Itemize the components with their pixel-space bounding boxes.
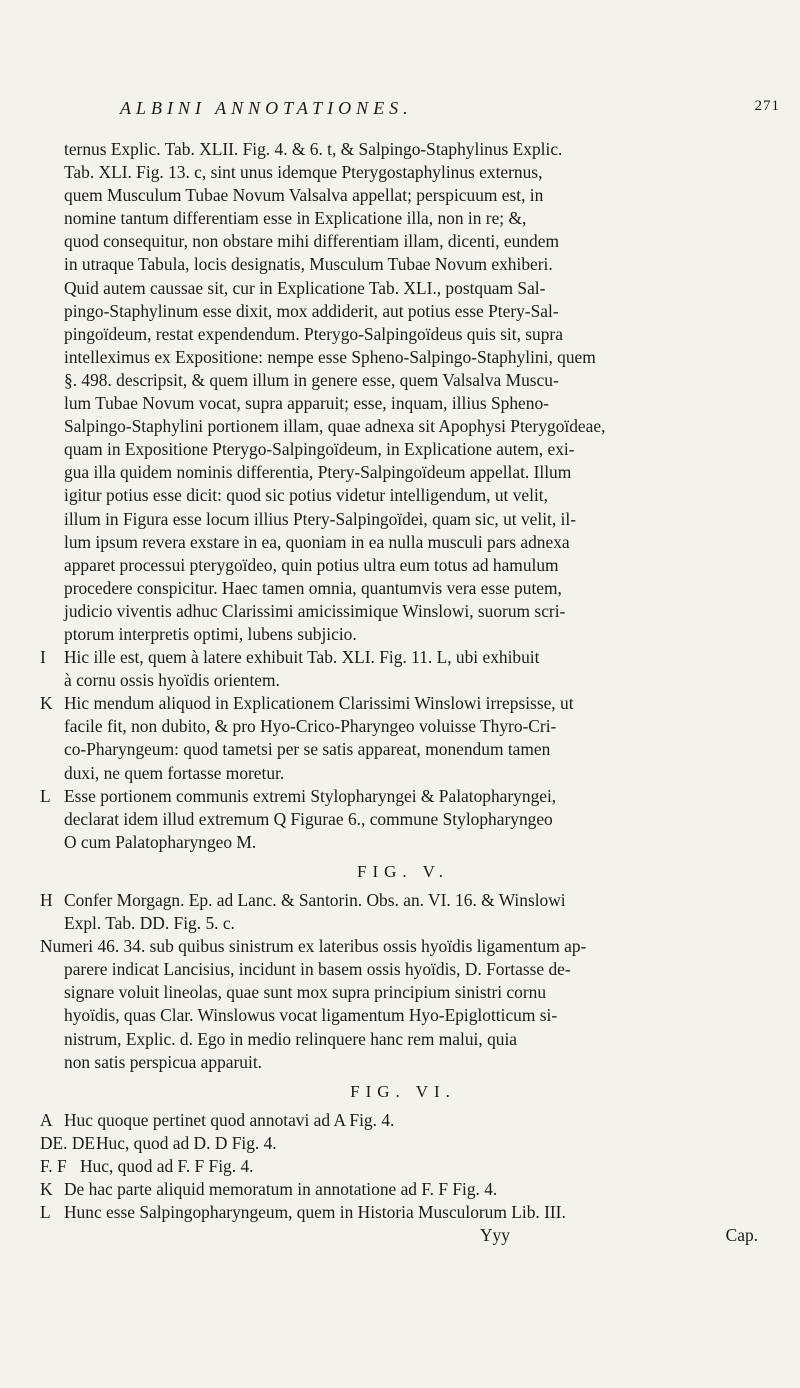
text-line: Salpingo-Staphylini portionem illam, quae adnexa sit Apophysi Pterygoïdeae, (64, 416, 606, 437)
annotation-text: Huc, quod ad D. D Fig. 4. (96, 1132, 277, 1153)
text-line: quod consequitur, non obstare mihi differentiam illam, dicenti, eundem (64, 231, 559, 252)
annotation-text: co-Pharyngeum: quod tametsi per se satis appareat, monendum tamen (64, 739, 551, 760)
annotation-text: parere indicat Lancisius, incidunt in basem ossis hyoïdis, D. Fortasse de- (64, 959, 571, 980)
text-line: pingo-Staphylinum esse dixit, mox addiderit, aut potius esse Ptery-Sal- (64, 300, 559, 321)
annotation-text: facile fit, non dubito, & pro Hyo-Crico-Pharyngeo voluisse Thyro-Cri- (64, 716, 557, 737)
annotation-entry (40, 1132, 766, 1155)
annotation-text: Expl. Tab. DD. Fig. 5. c. (64, 913, 235, 934)
text-line: Tab. XLI. Fig. 13. c, sint unus idemque Pterygostaphylinus externus, (64, 162, 543, 183)
annotation-list-fig6 (40, 1109, 766, 1224)
annotation-key: F. F (40, 1156, 67, 1177)
text-line (40, 1028, 766, 1051)
text-line (40, 1051, 766, 1074)
annotation-text: Hic ille est, quem à latere exhibuit Tab. XLI. Fig. 11. L, ubi exhibuit (64, 647, 540, 668)
annotation-key: A (40, 1109, 53, 1130)
annotation-entry (40, 692, 766, 784)
annotation-entry (40, 935, 766, 1074)
annotation-text: signare voluit lineolas, quae sunt mox supra principium sinistri cornu (64, 982, 547, 1003)
annotation-key: K (40, 693, 53, 714)
text-line (40, 646, 766, 669)
page-number: 271 (754, 98, 780, 114)
annotation-key: L (40, 785, 51, 806)
annotation-key: L (40, 1202, 51, 1223)
annotation-text: à cornu ossis hyoïdis orientem. (64, 670, 280, 691)
annotation-entry (40, 1109, 766, 1132)
text-line: lum Tubae Novum vocat, supra apparuit; esse, inquam, illius Spheno- (64, 393, 549, 414)
annotation-text: Huc quoque pertinet quod annotavi ad A Fig. 4. (64, 1109, 395, 1130)
annotation-text: Huc, quod ad F. F Fig. 4. (80, 1156, 254, 1177)
annotation-text: Confer Morgagn. Ep. ad Lanc. & Santorin. Obs. an. VI. 16. & Winslowi (64, 890, 566, 910)
text-line: intelleximus ex Expositione: nempe esse Spheno-Salpingo-Staphylini, quem (64, 346, 596, 367)
annotation-text: Numeri 46. 34. sub quibus sinistrum ex lateribus ossis hyoïdis ligamentum ap- (40, 936, 587, 957)
signature-mark: Yyy (480, 1225, 510, 1246)
annotation-list-fig5 (40, 889, 766, 1074)
annotation-text: Hunc esse Salpingopharyngeum, quem in Historia Musculorum Lib. III. (64, 1202, 566, 1223)
text-line: lum ipsum revera exstare in ea, quoniam in ea nulla musculi pars adnexa (64, 531, 570, 552)
annotation-entry (40, 785, 766, 854)
catchword: Cap. (725, 1225, 758, 1246)
text-line: pingoïdeum, restat expendendum. Pterygo-Salpingoïdeus quis sit, supra (64, 323, 563, 344)
running-title: ALBINI ANNOTATIONES. (120, 98, 413, 118)
text-line (40, 808, 766, 831)
running-header (120, 98, 780, 124)
text-line (40, 958, 766, 981)
annotation-key: K (40, 1179, 53, 1200)
annotation-text: De hac parte aliquid memoratum in annotatione ad F. F Fig. 4. (64, 1179, 498, 1200)
annotation-entry (40, 1201, 766, 1224)
text-line (40, 831, 766, 854)
text-line (40, 738, 766, 761)
page-footer (40, 1224, 766, 1247)
annotation-text: non satis perspicua apparuit. (64, 1051, 263, 1072)
text-line (40, 1155, 766, 1178)
page-body (40, 138, 766, 1247)
text-line: in utraque Tabula, locis designatis, Musculum Tubae Novum exhiberi. (64, 254, 553, 275)
text-line: judicio viventis adhuc Clarissimi amicissimique Winslowi, suorum scri- (64, 600, 566, 621)
text-line (40, 715, 766, 738)
text-line (40, 1109, 766, 1132)
text-line (40, 1132, 766, 1155)
text-line (40, 981, 766, 1004)
text-line (40, 889, 766, 912)
annotation-key: I (40, 647, 46, 668)
text-line (40, 692, 766, 715)
text-line: quam in Expositione Pterygo-Salpingoïdeum, in Explicatione autem, exi- (64, 439, 575, 460)
text-line: §. 498. descripsit, & quem illum in genere esse, quem Valsalva Muscu- (64, 369, 559, 390)
text-line: nomine tantum differentiam esse in Explicatione illa, non in re; &, (64, 208, 527, 229)
text-line (40, 1004, 766, 1027)
annotation-list-fig4 (40, 646, 766, 854)
text-line (40, 1178, 766, 1201)
text-line: gua illa quidem nominis differentia, Ptery-Salpingoïdeum appellat. Illum (64, 462, 572, 483)
annotation-entry (40, 889, 766, 935)
text-line (40, 669, 766, 692)
text-line: ternus Explic. Tab. XLII. Fig. 4. & 6. t, & Salpingo-Staphylinus Explic. (64, 139, 563, 159)
text-line (40, 785, 766, 808)
annotation-key: H (40, 890, 53, 910)
annotation-text: Esse portionem communis extremi Stylopharyngei & Palatopharyngei, (64, 785, 557, 806)
annotation-text: declarat idem illud extremum Q Figurae 6., commune Stylopharyngeo (64, 808, 553, 829)
annotation-entry (40, 1178, 766, 1201)
annotation-text: Hic mendum aliquod in Explicationem Clarissimi Winslowi irrepsisse, ut (64, 693, 574, 714)
text-line: illum in Figura esse locum illius Ptery-Salpingoïdei, quam sic, ut velit, il- (64, 508, 577, 529)
text-line: apparet processui pterygoïdeo, quin potius ultra eum totus ad hamulum (64, 554, 559, 575)
annotation-entry (40, 1155, 766, 1178)
text-line: quem Musculum Tubae Novum Valsalva appellat; perspicuum est, in (64, 185, 544, 206)
text-line (40, 1201, 766, 1224)
text-line: ptorum interpretis optimi, lubens subjicio. (64, 623, 357, 644)
annotation-text: duxi, ne quem fortasse moretur. (64, 762, 285, 783)
text-line: procedere conspicitur. Haec tamen omnia, quantumvis vera esse putem, (64, 577, 562, 598)
continued-paragraph (40, 138, 766, 646)
figure-heading-v: FIG. V. (357, 861, 449, 881)
text-line (40, 935, 766, 958)
annotation-text: O cum Palatopharyngeo M. (64, 831, 257, 852)
text-line: igitur potius esse dicit: quod sic potius videtur intelligendum, ut velit, (64, 485, 548, 506)
figure-heading-vi: FIG. VI. (350, 1081, 456, 1101)
text-line: Quid autem caussae sit, cur in Explicatione Tab. XLI., postquam Sal- (64, 277, 546, 298)
annotation-key: DE. DE (40, 1132, 96, 1153)
text-line (40, 762, 766, 785)
annotation-text: hyoïdis, quas Clar. Winslowus vocat ligamentum Hyo-Epiglotticum si- (64, 1005, 558, 1026)
annotation-entry (40, 646, 766, 692)
annotation-text: nistrum, Explic. d. Ego in medio relinquere hanc rem malui, quia (64, 1028, 518, 1049)
text-line (40, 912, 766, 935)
